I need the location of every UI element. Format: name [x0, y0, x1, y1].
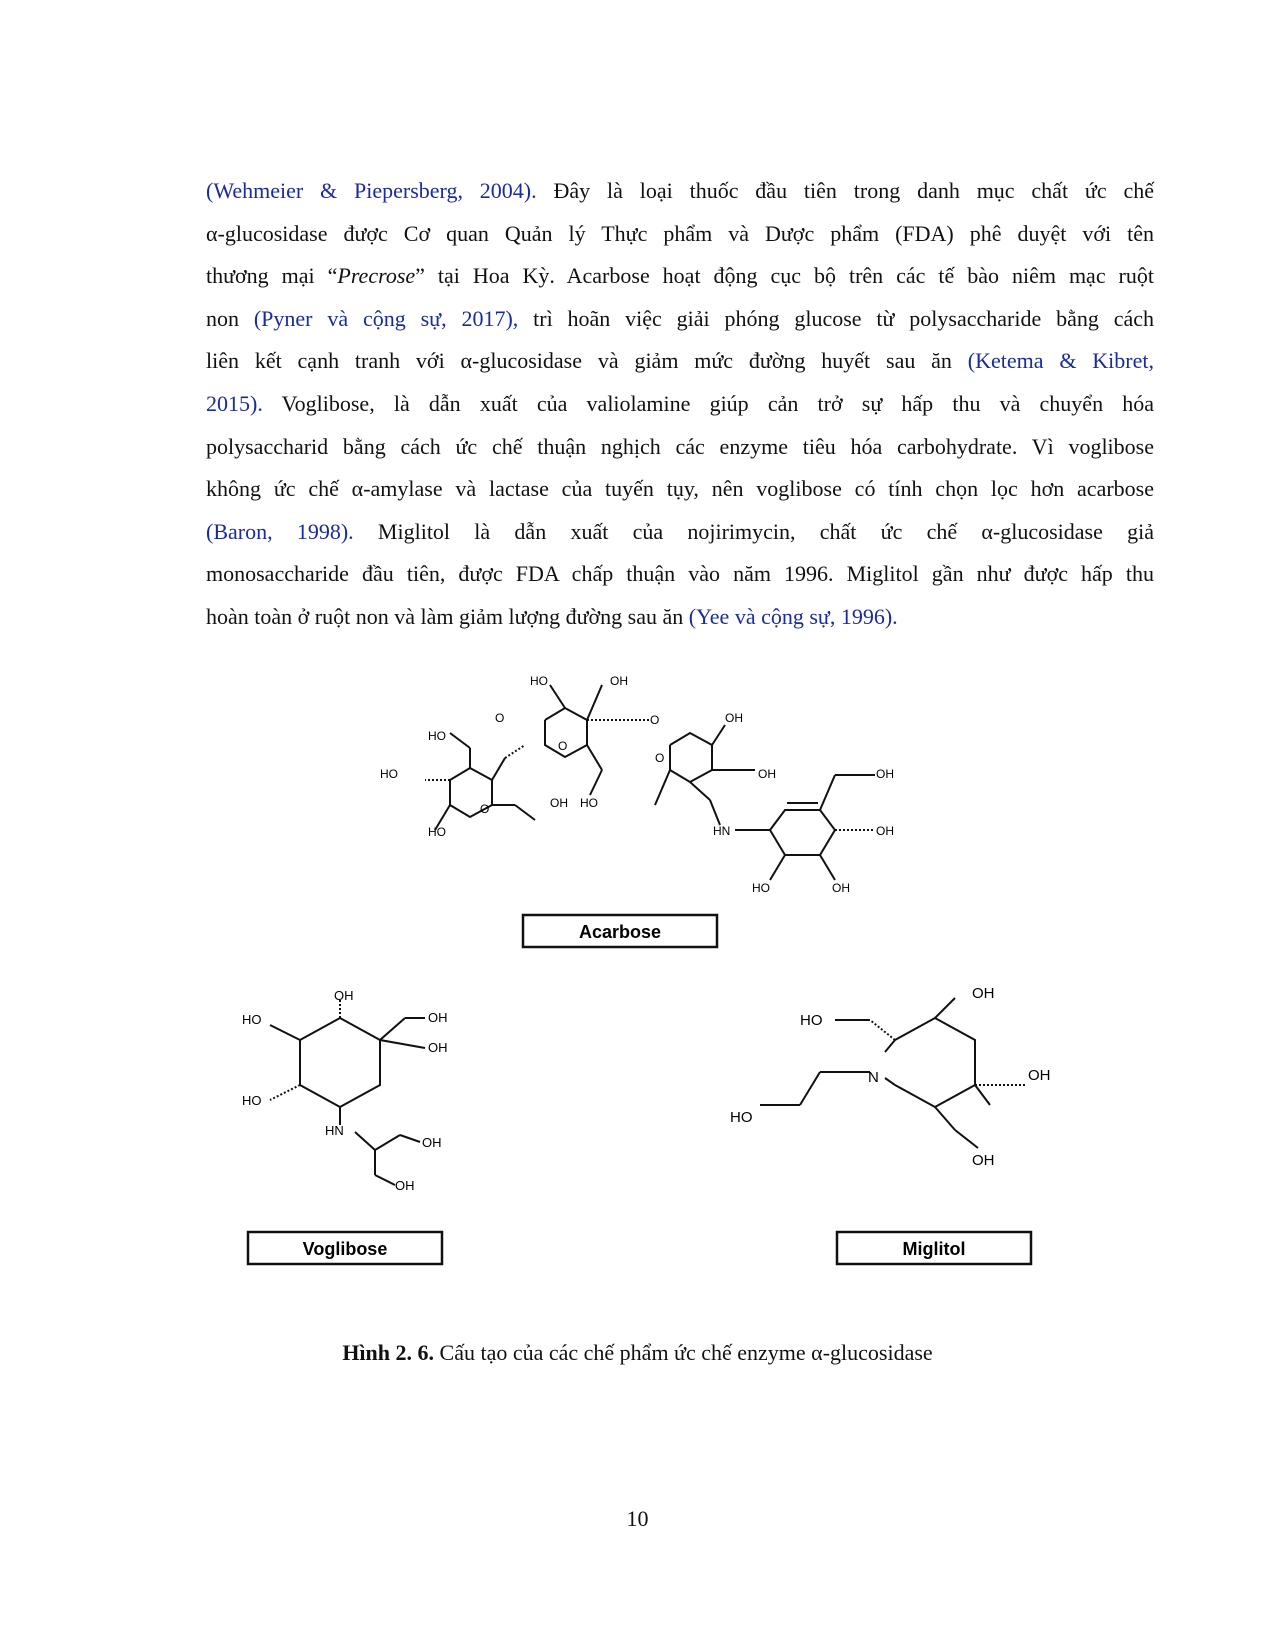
- atom-label: HO: [530, 674, 548, 688]
- miglitol-structure: [730, 985, 1100, 1310]
- paragraph-text: hoàn toàn ở ruột non và làm giảm lượng đường sau ăn: [206, 603, 689, 629]
- atom-label: OH: [1028, 1067, 1051, 1084]
- atom-label: HO: [800, 1012, 823, 1029]
- paragraph-text: liên kết cạnh tranh với α-glucosidase và giảm mức đường huyết sau ăn: [206, 348, 968, 374]
- atom-label: O: [650, 713, 660, 727]
- atom-label: OH: [758, 767, 776, 781]
- atom-label: HO: [752, 881, 770, 895]
- atom-label: OH: [422, 1135, 442, 1150]
- atom-label: HO: [242, 1093, 262, 1108]
- citation-link[interactable]: (Ketema & Kibret,: [967, 348, 1154, 374]
- citation-link[interactable]: (Baron, 1998).: [206, 518, 354, 544]
- paragraph-text: Voglibose, là dẫn xuất của valiolamine giúp cản trở sự hấp thu và chuyển hóa: [262, 390, 1154, 416]
- atom-label: HO: [730, 1109, 753, 1126]
- paragraph-line: [206, 170, 1154, 213]
- atom-label: OH: [428, 1040, 448, 1055]
- atom-label: O: [495, 711, 505, 725]
- paragraph-text: non: [206, 305, 254, 331]
- atom-label: HO: [428, 729, 446, 743]
- paragraph-text: Đây là loại thuốc đầu tiên trong danh mục chất ức chế: [536, 178, 1154, 203]
- paragraph-text: α-glucosidase được Cơ quan Quản lý Thực phẩm và Dược phẩm (FDA) phê duyệt với tên: [206, 220, 1154, 246]
- atom-label: O: [655, 751, 665, 765]
- atom-label: OH: [725, 711, 743, 725]
- paragraph-line: [206, 255, 1154, 298]
- atom-label: OH: [610, 674, 628, 688]
- atom-label: OH: [550, 796, 568, 810]
- atom-label: HO: [242, 1012, 262, 1027]
- atom-label: OH: [972, 985, 995, 1002]
- atom-label: HO: [428, 825, 446, 839]
- atom-label: OH: [428, 1010, 448, 1025]
- atom-label: OH: [972, 1152, 995, 1169]
- atom-label: HN: [325, 1123, 344, 1138]
- paragraph-line: [206, 511, 1154, 554]
- paragraph-line: [206, 468, 1154, 511]
- citation-link[interactable]: 2015).: [206, 390, 263, 416]
- atom-label: OH: [395, 1178, 415, 1193]
- acarbose-label: Acarbose: [578, 922, 662, 942]
- page-number: 10: [626, 1506, 649, 1531]
- paragraph-text: không ức chế α-amylase và lactase của tuyến tụy, nên voglibose có tính chọn lọc hơn acarbose: [206, 476, 1154, 502]
- atom-label: O: [558, 739, 568, 753]
- citation-link[interactable]: (Wehmeier & Piepersberg, 2004).: [206, 178, 537, 203]
- atom-label: HO: [580, 796, 598, 810]
- acarbose-structure: [380, 670, 920, 980]
- body-paragraph: [206, 170, 1154, 639]
- paragraph-text: Miglitol là dẫn xuất của nojirimycin, chất ức chế α-glucosidase giả: [353, 518, 1154, 544]
- paragraph-line: [206, 340, 1154, 383]
- figure-caption: [0, 1340, 1275, 1366]
- atom-label: OH: [832, 881, 850, 895]
- voglibose-label: Voglibose: [302, 1239, 388, 1259]
- atom-label: HO: [380, 767, 398, 781]
- atom-label: OH: [876, 824, 894, 838]
- paragraph-text: thương mại “: [206, 263, 338, 289]
- caption-label: Hình 2. 6.: [342, 1340, 435, 1365]
- citation-link[interactable]: (Pyner và cộng sự, 2017),: [253, 305, 519, 331]
- atom-label: O: [480, 802, 490, 816]
- caption-text: Cấu tạo của các chế phẩm ức chế enzyme α-glucosidase: [434, 1340, 933, 1365]
- paragraph-line: [206, 298, 1154, 341]
- paragraph-line: [206, 213, 1154, 256]
- paragraph-text: monosaccharide đầu tiên, được FDA chấp thuận vào năm 1996. Miglitol gần như được hấp thu: [206, 561, 1154, 587]
- paragraph-text: Precrose: [337, 263, 416, 289]
- voglibose-structure: [240, 990, 500, 1310]
- paragraph-line: [206, 553, 1154, 596]
- miglitol-label: Miglitol: [902, 1239, 966, 1259]
- paragraph-text: ” tại Hoa Kỳ. Acarbose hoạt động cục bộ trên các tế bào niêm mạc ruột: [415, 263, 1154, 289]
- paragraph-line: [206, 596, 1154, 639]
- paragraph-text: trì hoãn việc giải phóng glucose từ polysaccharide bằng cách: [518, 305, 1155, 331]
- paragraph-text: polysaccharid bằng cách ức chế thuận nghịch các enzyme tiêu hóa carbohydrate. Vì voglibose: [206, 433, 1154, 459]
- atom-label: HN: [713, 824, 731, 838]
- citation-link[interactable]: (Yee và cộng sự, 1996).: [688, 603, 898, 629]
- paragraph-line: [206, 383, 1154, 426]
- atom-label: OH: [334, 988, 354, 1003]
- paragraph-line: [206, 426, 1154, 469]
- atom-label: OH: [876, 767, 894, 781]
- atom-label: N: [868, 1069, 879, 1086]
